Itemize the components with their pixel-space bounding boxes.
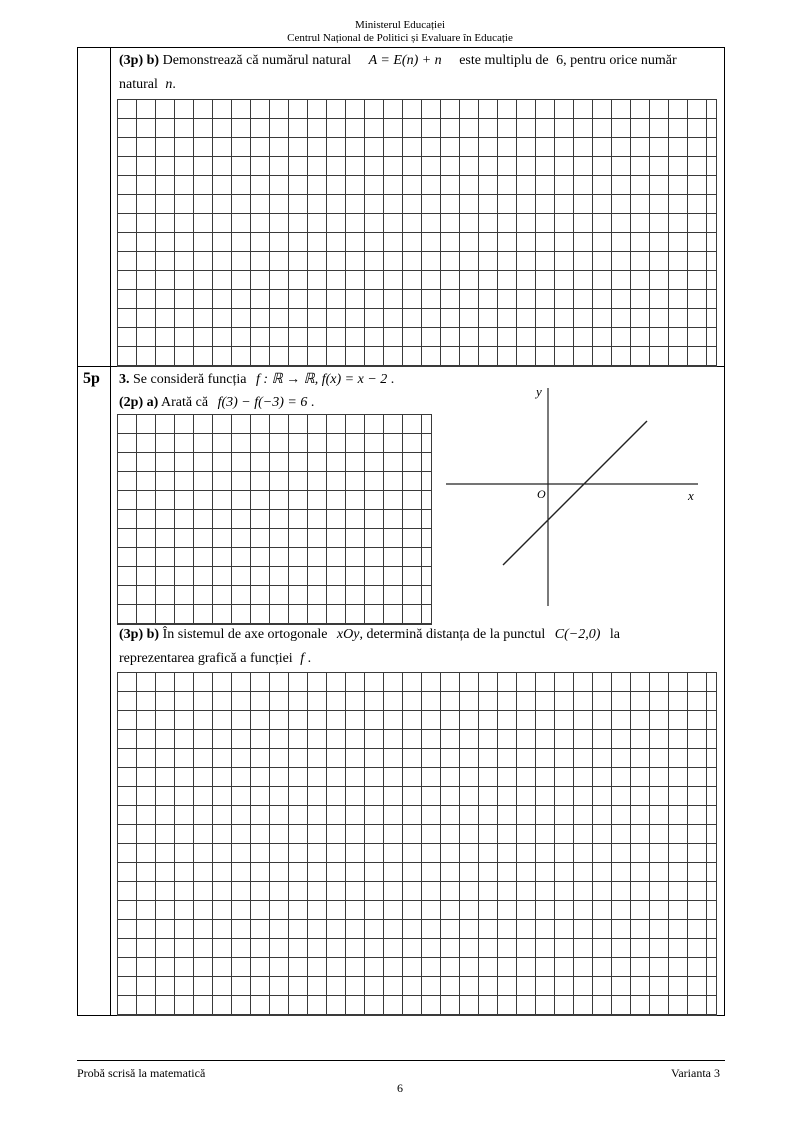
function-graph (440, 378, 710, 608)
problem-3b-point: C(−2,0) (554, 627, 601, 642)
problem-3a-part: a) (146, 395, 159, 410)
graph-y-label: y (536, 384, 542, 399)
graph-function-line (503, 421, 647, 565)
problem-2b-part: b) (146, 53, 160, 68)
problem-2b-end: . (172, 77, 176, 92)
answer-grid-3b[interactable] (117, 672, 717, 1016)
problem-2b-points: (3p) (119, 53, 144, 68)
problem-3b-system: xOy (336, 627, 360, 642)
problem-3b-points: (3p) (119, 627, 144, 642)
problem-3-number: 3. (119, 372, 130, 387)
table-top-border (77, 47, 725, 48)
problem-3b-line2 (119, 650, 311, 668)
footer-divider (77, 1060, 725, 1061)
problem-3a-line (119, 394, 314, 412)
problem-3a-text: Arată că (161, 395, 209, 410)
problem-3b-text-middle: , determină distanța de la punctul (359, 627, 546, 642)
problem-3a-end: . (310, 395, 315, 410)
problem-3b-line1 (119, 626, 620, 644)
problem-3b-line1-end: la (609, 627, 621, 642)
problem-3a-points: (2p) (119, 395, 144, 410)
footer-page-number: 6 (397, 1081, 403, 1095)
problem-3b-var: f (300, 651, 305, 666)
problem-3b-part: b) (146, 627, 160, 642)
answer-grid-2b[interactable] (117, 99, 717, 367)
header-ministry: Ministerul Educației (354, 19, 446, 31)
graph-origin-label: O (537, 487, 546, 501)
problem-2b-text-after: , pentru orice număr (563, 53, 677, 68)
problem-2b-line2 (119, 76, 176, 94)
problem-2b-text: Demonstrează că numărul natural (162, 53, 352, 68)
table-score-column-border (110, 47, 111, 1016)
table-left-border (77, 47, 78, 1016)
problem-2b-line1 (119, 52, 677, 70)
header-center: Centrul Național de Politici și Evaluare în Educație (287, 32, 513, 44)
problem-2b-number: 6 (556, 53, 564, 68)
problem-3b-line2-text: reprezentarea grafică a funcției (119, 651, 293, 666)
problem-3b-end: . (307, 651, 312, 666)
footer-variant: Varianta 3 (671, 1066, 720, 1080)
graph-x-label: x (688, 488, 694, 503)
problem-2b-formula: A = E(n) + n (368, 53, 442, 68)
problem-3-intro (119, 371, 394, 389)
problem-3-score: 5p (83, 370, 100, 387)
table-right-border (724, 47, 725, 1016)
problem-3-function-def: f : ℝ → ℝ, f(x) = x − 2 (256, 372, 388, 387)
footer-exam-title: Probă scrisă la matematică (77, 1066, 206, 1080)
problem-3b-text: În sistemul de axe ortogonale (162, 627, 328, 642)
problem-2b-text-middle: este multiplu de (459, 53, 549, 68)
problem-2b-var: n (165, 77, 173, 92)
problem-2b-natural: natural (119, 77, 158, 92)
problem-3a-formula: f(3) − f(−3) = 6 (217, 395, 308, 410)
problem-3-intro-text: Se consideră funcția (133, 372, 247, 387)
answer-grid-3a[interactable] (117, 414, 432, 625)
problem-3-intro-end: . (390, 372, 395, 387)
